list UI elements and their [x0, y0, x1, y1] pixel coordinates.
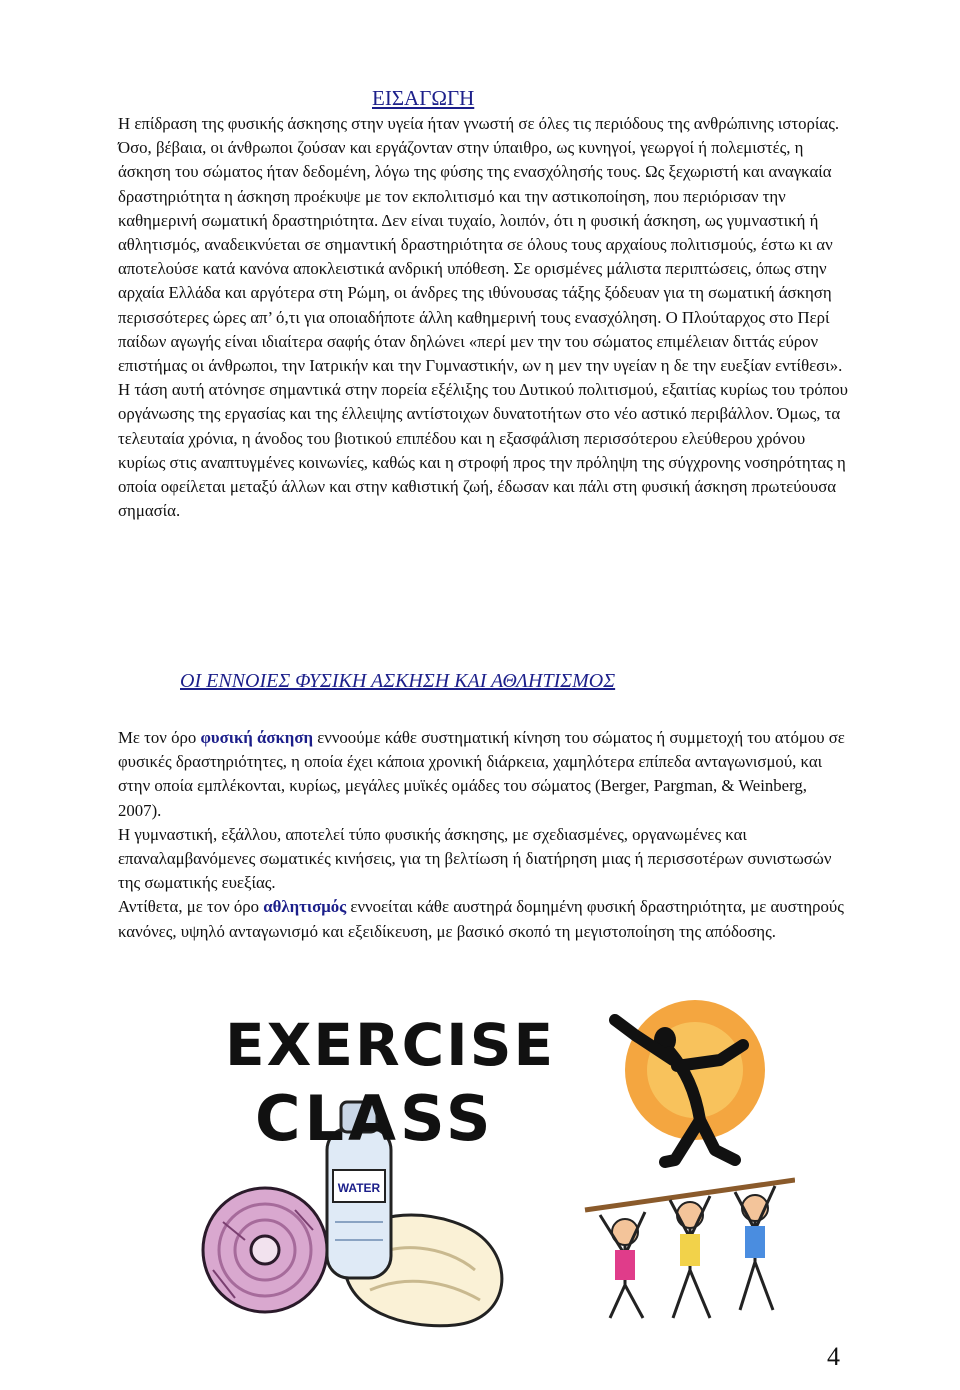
definitions-section — [118, 726, 848, 944]
definition-physical-exercise: εννοούμε κάθε συστηματική κίνηση του σώματος ή συμμετοχή του ατόμου σε φυσικές δραστηριότητες, η οποία έχει κάποια χρονική διάρκεια, χαμηλότερα επίπεδα ανταγωνισμού, και στην οποία εμπλέκονται, κυρίως, μεγάλες μυϊκές ομάδες του σώματος (Berger, Pargman, & Weinberg, 2007). — [118, 728, 845, 820]
clipart-title-line2: CLASS — [255, 1082, 495, 1155]
definition-gymnastics: Η γυμναστική, εξάλλου, αποτελεί τύπο φυσικής άσκησης, με σχεδιασμένες, οργανωμένες και επαναλαμβανόμενες σωματικές κινήσεις, για τη βελτίωση ή διατήρηση μιας ή περισσοτέρων συνιστωσών της σωματικής ευεξίας. — [118, 824, 832, 893]
definition-sport-intro: Αντίθετα, με τον όρο — [118, 897, 264, 917]
definition-intro: Με τον όρο — [118, 728, 201, 747]
definition-sport: εννοείται κάθε αυστηρά δομημένη φυσική δραστηριότητα, με αυστηρούς κανόνες, υψηλό ανταγωνισμό και εξειδίκευση, με βασικό σκοπό τη μεγιστοποίηση της απόδοσης. — [118, 897, 844, 941]
term-sport: αθλητισμός — [263, 897, 347, 917]
intro-section — [118, 112, 848, 523]
bottle-label: WATER — [337, 1181, 381, 1195]
aerobics-group-icon — [585, 1180, 795, 1318]
intro-paragraph-2: Η τάση αυτή ατόνησε σημαντικά στην πορεία εξέλιξης του Δυτικού πολιτισμού, εξαιτίας κυρίως του τρόπου οργάνωσης της εργασίας και της έλλειψης αντίστοιχων δυνατοτήτων στο νέο αστικό περιβάλλον. Όμως, τα τελευταία χρόνια, η άνοδος του βιοτικού επιπέδου και η εξασφάλιση περισσότερου ελεύθερου χρόνου κυρίως στις αναπτυγμένες κοινωνίες, καθώς και η στροφή προς την πρόληψη της σύγχρονης νοσηρότητας η οποία οφείλεται μεταξύ άλλων και στην καθιστική ζωή, έδωσαν και πάλι στη φυσική άσκηση πρωτεύουσα σημασία. — [118, 380, 848, 521]
term-physical-exercise: φυσική άσκηση — [200, 728, 313, 747]
page-heading: ΕΙΣΑΓΩΓΗ — [372, 86, 475, 110]
weight-plate-icon — [203, 1188, 327, 1312]
page-number: 4 — [827, 1342, 840, 1371]
exercise-class-clipart — [195, 1000, 795, 1330]
clipart-title-line1: EXERCISE — [225, 1011, 556, 1079]
stretching-figure-icon — [615, 1000, 765, 1162]
section-title: ΟΙ ΕΝΝΟΙΕΣ ΦΥΣΙΚΗ ΑΣΚΗΣΗ ΚΑΙ ΑΘΛΗΤΙΣΜΟΣ — [180, 670, 616, 692]
intro-paragraph: Η επίδραση της φυσικής άσκησης στην υγεία ήταν γνωστή σε όλες τις περιόδους της ανθρώπινης ιστορίας. Όσο, βέβαια, οι άνθρωποι ζούσαν και εργάζονταν στην ύπαιθρο, ως κυνηγοί, γεωργοί ή πολεμιστές, η άσκηση του σώματος ήταν δεδομένη, λόγω της φύσης της ενασχόλησής τους. Ως ξεχωριστή και αναγκαία δραστηριότητα η άσκηση προέκυψε με τον εκπολιτισμό και την αστικοποίηση, που περιόρισαν την καθημερινή σωματική δραστηριότητα. Δεν είναι τυχαίο, λοιπόν, ότι η φυσική άσκηση, ως γυμναστική ή αθλητισμός, αναδεικνύεται σε σημαντική δραστηριότητα σε όλους τους αρχαίους πολιτισμούς, έστω κι αν αποτελούσε κατά κανόνα αποκλειστικά ανδρική υπόθεση. Σε ορισμένες μάλιστα περιπτώσεις, όπως στην αρχαία Ελλάδα και αργότερα στη Ρώμη, οι άνδρες της ιθύνουσας τάξης ξόδευαν για τη σωματική άσκηση περισσότερες ώρες απ’ ό,τι για οποιαδήποτε άλλη καθημερινή τους ενασχόληση. Ο Πλούταρχος στο Περί παίδων αγωγής είναι ιδιαίτερα σαφής όταν δηλώνει «περί μεν την του σώματος επιμέλειαν διττάς εύρον επιστήμας οι άνθρωποι, την Ιατρικήν και την Γυμναστικήν, ων η μεν την υγείαν η δε την ευεξίαν εντίθεσι». — [118, 114, 843, 376]
